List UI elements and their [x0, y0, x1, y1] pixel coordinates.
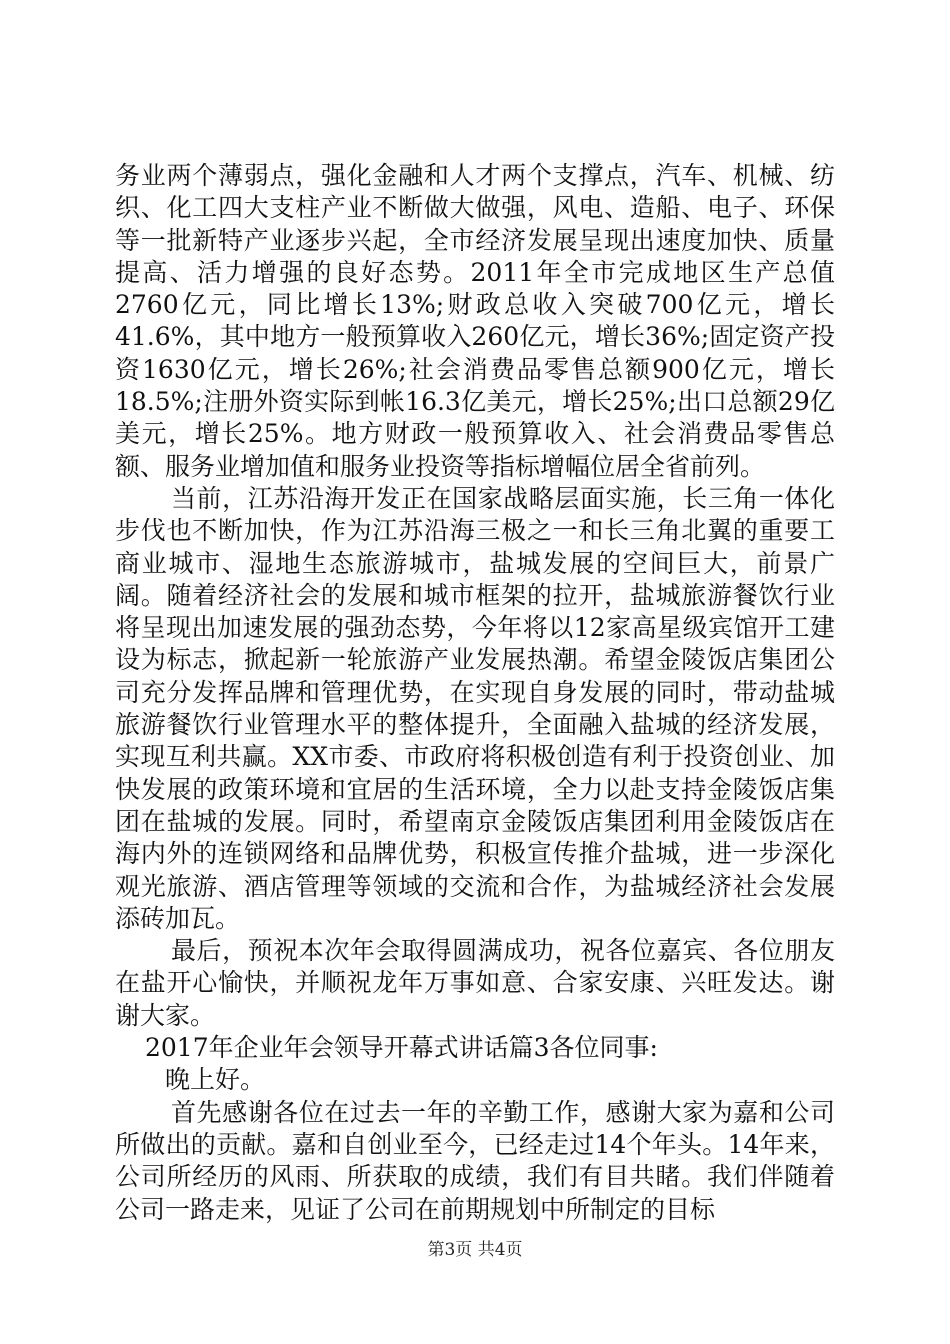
greeting-line: 晚上好。	[165, 1065, 266, 1095]
paragraph-economy-stats: 务业两个薄弱点，强化金融和人才两个支撑点，汽车、机械、纺织、化工四大支柱产业不断做大做强，风电、造船、电子、环保等一批新特产业逐步兴起，全市经济发展呈现出速度加快、质量提高、活力增强的良好态势。2011年全市完成地区生产总值2760亿元，同比增长13%;财政总收入突破700亿元，增长41.6%，其中地方一般预算收入260亿元，增长36%;固定资产投资1630亿元，增长26%;社会消费品零售总额900亿元，增长18.5%;注册外资实际到帐16.3亿美元，增长25%;出口总额29亿美元，增长25%。地方财政一般预算收入、社会消费品零售总额、服务业增加值和服务业投资等指标增幅位居全省前列。	[115, 161, 835, 481]
document-body	[115, 160, 835, 1226]
section-heading: 2017年企业年会领导开幕式讲话篇3各位同事:	[145, 1033, 658, 1063]
page-footer: 第3页 共4页	[427, 1240, 523, 1260]
paragraph-development-outlook: 当前，江苏沿海开发正在国家战略层面实施，长三角一体化步伐也不断加快，作为江苏沿海三极之一和长三角北翼的重要工商业城市、湿地生态旅游城市，盐城发展的空间巨大，前景广阔。随着经济社会的发展和城市框架的拉开，盐城旅游餐饮行业将呈现出加速发展的强劲态势，今年将以12家高星级宾馆开工建设为标志，掀起新一轮旅游产业发展热潮。希望金陵饭店集团公司充分发挥品牌和管理优势，在实现自身发展的同时，带动盐城旅游餐饮行业管理水平的整体提升，全面融入盐城的经济发展，实现互利共赢。XX市委、市政府将积极创造有利于投资创业、加快发展的政策环境和宜居的生活环境，全力以赴支持金陵饭店集团在盐城的发展。同时，希望南京金陵饭店集团利用金陵饭店在海内外的连锁网络和品牌优势，积极宣传推介盐城，进一步深化观光旅游、酒店管理等领域的交流和合作，为盐城经济社会发展添砖加瓦。	[115, 483, 835, 933]
paragraph-closing-wishes: 最后，预祝本次年会取得圆满成功，祝各位嘉宾、各位朋友在盐开心愉快，并顺祝龙年万事如意、合家安康、兴旺发达。谢谢大家。	[115, 936, 835, 1030]
paragraph-thanks: 首先感谢各位在过去一年的辛勤工作，感谢大家为嘉和公司所做出的贡献。嘉和自创业至今，已经走过14个年头。14年来，公司所经历的风雨、所获取的成绩，我们有目共睹。我们伴随着公司一路走来，见证了公司在前期规划中所制定的目标	[115, 1097, 835, 1224]
